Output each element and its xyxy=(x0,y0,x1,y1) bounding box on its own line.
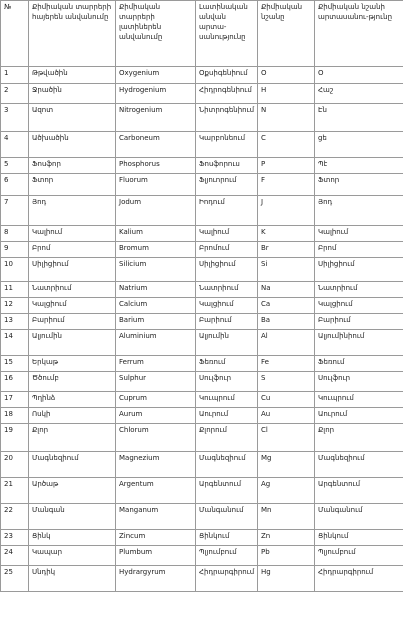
table-row xyxy=(1,356,403,372)
cell-pronunciation: Բարիում xyxy=(196,314,258,330)
table-row xyxy=(1,242,403,258)
header-latin-name: Քիմիական տարրերի լատիներեն անվանումը xyxy=(116,1,196,67)
cell-number: 21 xyxy=(1,478,29,504)
cell-armenian-name: Պղինձ xyxy=(29,392,116,408)
cell-symbol: Mg xyxy=(258,452,315,478)
cell-pronunciation: Նիտրոգենիում xyxy=(196,104,258,132)
cell-latin-name: Magnezium xyxy=(116,452,196,478)
table-row xyxy=(1,330,403,356)
cell-armenian-name: Թթվածին xyxy=(29,67,116,84)
cell-number: 15 xyxy=(1,356,29,372)
cell-armenian-name: Ոսկի xyxy=(29,408,116,424)
cell-symbol-pronunciation: Կուպրում xyxy=(315,392,403,408)
table-row xyxy=(1,158,403,174)
cell-number: 9 xyxy=(1,242,29,258)
header-symbol: Քիմիական նշանը xyxy=(258,1,315,67)
cell-pronunciation: Հիդրոգենիում xyxy=(196,84,258,104)
table-row xyxy=(1,566,403,592)
cell-symbol-pronunciation: Պէ xyxy=(315,158,403,174)
table-row xyxy=(1,84,403,104)
cell-symbol: C xyxy=(258,132,315,158)
cell-pronunciation: Սուլֆուր xyxy=(196,372,258,392)
cell-pronunciation: Կալիում xyxy=(196,226,258,242)
cell-pronunciation: Ալյումին xyxy=(196,330,258,356)
cell-armenian-name: Կալիում xyxy=(29,226,116,242)
table-row xyxy=(1,226,403,242)
table-row xyxy=(1,408,403,424)
cell-pronunciation: Կարբոնեում xyxy=(196,132,258,158)
cell-symbol: S xyxy=(258,372,315,392)
cell-latin-name: Hydrogenium xyxy=(116,84,196,104)
cell-symbol-pronunciation: Կալցիում xyxy=(315,298,403,314)
table-row xyxy=(1,174,403,196)
cell-symbol: Si xyxy=(258,258,315,282)
table-row xyxy=(1,504,403,530)
cell-latin-name: Nitrogenium xyxy=(116,104,196,132)
cell-symbol: Cl xyxy=(258,424,315,452)
cell-latin-name: Aurum xyxy=(116,408,196,424)
cell-number: 7 xyxy=(1,196,29,226)
cell-symbol-pronunciation: ցե xyxy=(315,132,403,158)
cell-number: 16 xyxy=(1,372,29,392)
cell-latin-name: Plumbum xyxy=(116,546,196,566)
cell-symbol-pronunciation: Ալյումինիում xyxy=(315,330,403,356)
cell-symbol: Fe xyxy=(258,356,315,372)
cell-number: 11 xyxy=(1,282,29,298)
cell-pronunciation: Օքսիգենիում xyxy=(196,67,258,84)
cell-latin-name: Cuprum xyxy=(116,392,196,408)
cell-number: 1 xyxy=(1,67,29,84)
cell-symbol-pronunciation: Օ xyxy=(315,67,403,84)
cell-pronunciation: Բրոմում xyxy=(196,242,258,258)
header-row xyxy=(1,1,403,67)
cell-number: 24 xyxy=(1,546,29,566)
cell-latin-name: Silicium xyxy=(116,258,196,282)
table-row xyxy=(1,452,403,478)
table-row xyxy=(1,104,403,132)
header-symbol-pronunciation: Քիմիական նշանի արտասանու-թյունը xyxy=(315,1,403,67)
cell-pronunciation: Կալցիում xyxy=(196,298,258,314)
cell-symbol-pronunciation: Էն xyxy=(315,104,403,132)
table-row xyxy=(1,298,403,314)
cell-symbol-pronunciation: Կալիում xyxy=(315,226,403,242)
cell-latin-name: Chlorum xyxy=(116,424,196,452)
cell-number: 23 xyxy=(1,530,29,546)
cell-pronunciation: Մանգանում xyxy=(196,504,258,530)
cell-latin-name: Argentum xyxy=(116,478,196,504)
table-row xyxy=(1,132,403,158)
cell-number: 20 xyxy=(1,452,29,478)
cell-latin-name: Jodum xyxy=(116,196,196,226)
cell-armenian-name: Երկաթ xyxy=(29,356,116,372)
cell-armenian-name: Ցինկ xyxy=(29,530,116,546)
cell-symbol-pronunciation: Պլյումբում xyxy=(315,546,403,566)
cell-armenian-name: Մագնեզիում xyxy=(29,452,116,478)
cell-symbol: Ca xyxy=(258,298,315,314)
cell-number: 2 xyxy=(1,84,29,104)
cell-armenian-name: Քլոր xyxy=(29,424,116,452)
cell-symbol: O xyxy=(258,67,315,84)
cell-symbol-pronunciation: Նատրիում xyxy=(315,282,403,298)
cell-number: 8 xyxy=(1,226,29,242)
cell-latin-name: Aluminium xyxy=(116,330,196,356)
cell-pronunciation: Ցինկում xyxy=(196,530,258,546)
cell-number: 22 xyxy=(1,504,29,530)
cell-symbol-pronunciation: Հաշ xyxy=(315,84,403,104)
cell-latin-name: Phosphorus xyxy=(116,158,196,174)
cell-number: 10 xyxy=(1,258,29,282)
cell-pronunciation: Հիդրարգիրում xyxy=(196,566,258,592)
cell-latin-name: Carboneum xyxy=(116,132,196,158)
cell-armenian-name: Ֆտոր xyxy=(29,174,116,196)
cell-symbol: Hg xyxy=(258,566,315,592)
cell-pronunciation: Սիլիցիում xyxy=(196,258,258,282)
cell-symbol: J xyxy=(258,196,315,226)
cell-symbol-pronunciation: Ֆեռում xyxy=(315,356,403,372)
cell-pronunciation: Նատրիում xyxy=(196,282,258,298)
cell-number: 17 xyxy=(1,392,29,408)
cell-symbol: N xyxy=(258,104,315,132)
table-row xyxy=(1,372,403,392)
cell-armenian-name: Բարիում xyxy=(29,314,116,330)
cell-symbol-pronunciation: Բարիում xyxy=(315,314,403,330)
header-pronunciation: Լատինական անվան արտա-սանությունը xyxy=(196,1,258,67)
table-row xyxy=(1,424,403,452)
cell-latin-name: Barium xyxy=(116,314,196,330)
cell-number: 12 xyxy=(1,298,29,314)
cell-symbol-pronunciation: Սուլֆուր xyxy=(315,372,403,392)
cell-armenian-name: Ջրածին xyxy=(29,84,116,104)
cell-symbol-pronunciation: Մանգանում xyxy=(315,504,403,530)
cell-armenian-name: Արծաթ xyxy=(29,478,116,504)
cell-pronunciation: Իոդում xyxy=(196,196,258,226)
cell-symbol-pronunciation: Արգենտում xyxy=(315,478,403,504)
cell-latin-name: Bromum xyxy=(116,242,196,258)
cell-pronunciation: Ֆլյուորում xyxy=(196,174,258,196)
cell-symbol: Ba xyxy=(258,314,315,330)
cell-symbol: Mn xyxy=(258,504,315,530)
cell-latin-name: Zincum xyxy=(116,530,196,546)
cell-pronunciation: Մագնեզիում xyxy=(196,452,258,478)
cell-pronunciation: Արգենտում xyxy=(196,478,258,504)
cell-latin-name: Oxygenium xyxy=(116,67,196,84)
table-row xyxy=(1,478,403,504)
cell-latin-name: Hydrargyrum xyxy=(116,566,196,592)
cell-symbol-pronunciation: Բրոմ xyxy=(315,242,403,258)
cell-armenian-name: Ֆոսֆոր xyxy=(29,158,116,174)
cell-number: 18 xyxy=(1,408,29,424)
cell-pronunciation: Ֆեռում xyxy=(196,356,258,372)
table-header xyxy=(1,1,403,67)
cell-armenian-name: Կալցիում xyxy=(29,298,116,314)
cell-symbol: K xyxy=(258,226,315,242)
cell-latin-name: Ferrum xyxy=(116,356,196,372)
cell-symbol: P xyxy=(258,158,315,174)
header-number: № xyxy=(1,1,29,67)
cell-number: 14 xyxy=(1,330,29,356)
cell-armenian-name: Նատրիում xyxy=(29,282,116,298)
cell-symbol: F xyxy=(258,174,315,196)
cell-symbol-pronunciation: Աուրում xyxy=(315,408,403,424)
table-row xyxy=(1,546,403,566)
cell-armenian-name: Ազոտ xyxy=(29,104,116,132)
cell-pronunciation: Կուպրում xyxy=(196,392,258,408)
cell-pronunciation: Քլորում xyxy=(196,424,258,452)
cell-pronunciation: Պլյումբում xyxy=(196,546,258,566)
table-row xyxy=(1,314,403,330)
cell-armenian-name: Կապար xyxy=(29,546,116,566)
cell-latin-name: Kalium xyxy=(116,226,196,242)
cell-symbol: H xyxy=(258,84,315,104)
table-row xyxy=(1,282,403,298)
cell-symbol: Ag xyxy=(258,478,315,504)
cell-latin-name: Natrium xyxy=(116,282,196,298)
cell-armenian-name: Ալյումին xyxy=(29,330,116,356)
cell-symbol: Na xyxy=(258,282,315,298)
cell-armenian-name: Յոդ xyxy=(29,196,116,226)
cell-armenian-name: Ծծումբ xyxy=(29,372,116,392)
cell-armenian-name: Մանգան xyxy=(29,504,116,530)
cell-symbol-pronunciation: Ցինկում xyxy=(315,530,403,546)
cell-symbol-pronunciation: Սիլիցիում xyxy=(315,258,403,282)
cell-number: 13 xyxy=(1,314,29,330)
table-row xyxy=(1,258,403,282)
cell-armenian-name: Սնդիկ xyxy=(29,566,116,592)
cell-symbol: Zn xyxy=(258,530,315,546)
cell-symbol: Al xyxy=(258,330,315,356)
cell-symbol-pronunciation: Հիդրարգիրում xyxy=(315,566,403,592)
cell-number: 6 xyxy=(1,174,29,196)
cell-symbol-pronunciation: Մագնեզիում xyxy=(315,452,403,478)
cell-pronunciation: Ֆոսֆորուս xyxy=(196,158,258,174)
cell-latin-name: Calcium xyxy=(116,298,196,314)
table-row xyxy=(1,530,403,546)
cell-number: 19 xyxy=(1,424,29,452)
table-row xyxy=(1,392,403,408)
cell-armenian-name: Ածխածին xyxy=(29,132,116,158)
cell-number: 4 xyxy=(1,132,29,158)
cell-symbol: Au xyxy=(258,408,315,424)
cell-number: 3 xyxy=(1,104,29,132)
cell-symbol-pronunciation: Ֆտոր xyxy=(315,174,403,196)
cell-armenian-name: Սիլիցիում xyxy=(29,258,116,282)
cell-symbol-pronunciation: Քլոր xyxy=(315,424,403,452)
table-row xyxy=(1,67,403,84)
cell-armenian-name: Բրոմ xyxy=(29,242,116,258)
cell-symbol: Br xyxy=(258,242,315,258)
cell-symbol: Pb xyxy=(258,546,315,566)
cell-latin-name: Manganum xyxy=(116,504,196,530)
cell-number: 5 xyxy=(1,158,29,174)
table-row xyxy=(1,196,403,226)
table-body xyxy=(1,67,403,592)
cell-symbol-pronunciation: Յոդ xyxy=(315,196,403,226)
header-armenian-name: Քիմիական տարրերի հայերեն անվանումը xyxy=(29,1,116,67)
cell-latin-name: Sulphur xyxy=(116,372,196,392)
cell-number: 25 xyxy=(1,566,29,592)
cell-latin-name: Fluorum xyxy=(116,174,196,196)
cell-pronunciation: Աուրում xyxy=(196,408,258,424)
cell-symbol: Cu xyxy=(258,392,315,408)
